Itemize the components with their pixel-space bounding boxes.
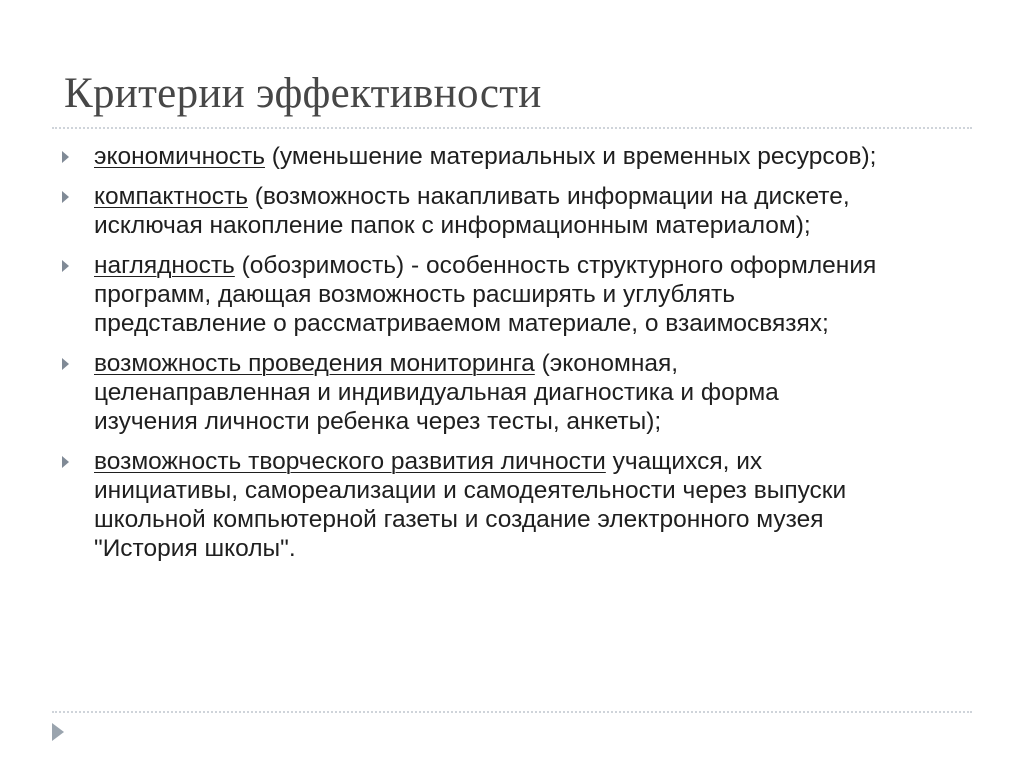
triangle-right-icon bbox=[62, 456, 69, 468]
list-item bbox=[62, 251, 882, 338]
criterion-description: (уменьшение материальных и временных ресурсов); bbox=[264, 143, 877, 170]
criterion-term: возможность проведения мониторинга bbox=[94, 350, 535, 377]
title-divider bbox=[52, 127, 972, 129]
list-item bbox=[62, 447, 882, 563]
criterion-term: возможность творческого развития личности bbox=[94, 448, 606, 475]
list-item bbox=[62, 349, 882, 436]
criterion-description: (обозримость) - особенность структурного оформления программ, дающая возможность расширять и углублять представление о рассматриваемом материале, о взаимосвязях; bbox=[94, 252, 877, 337]
criterion-term: экономичность bbox=[94, 143, 265, 170]
triangle-right-icon bbox=[62, 260, 69, 272]
slide-title: Критерии эффективности bbox=[64, 70, 542, 117]
triangle-right-icon bbox=[62, 151, 69, 163]
criterion-description: учащихся, их инициативы, самореализации и самодеятельности через выпуски школьной компьютерной газеты и создание электронного музея "История школы". bbox=[94, 448, 847, 562]
criteria-list bbox=[62, 142, 882, 574]
triangle-right-icon bbox=[62, 191, 69, 203]
list-item bbox=[62, 182, 882, 240]
triangle-right-icon bbox=[62, 358, 69, 370]
criterion-term: компактность bbox=[94, 183, 248, 210]
criterion-description: (возможность накапливать информации на дискете, исключая накопление папок с информационным материалом); bbox=[94, 183, 850, 239]
next-slide-arrow-icon[interactable] bbox=[52, 723, 64, 741]
footer-divider bbox=[52, 711, 972, 713]
criterion-description: (экономная, целенаправленная и индивидуальная диагностика и форма изучения личности ребенка через тесты, анкеты); bbox=[94, 350, 779, 435]
criterion-term: наглядность bbox=[94, 252, 235, 279]
list-item bbox=[62, 142, 882, 171]
